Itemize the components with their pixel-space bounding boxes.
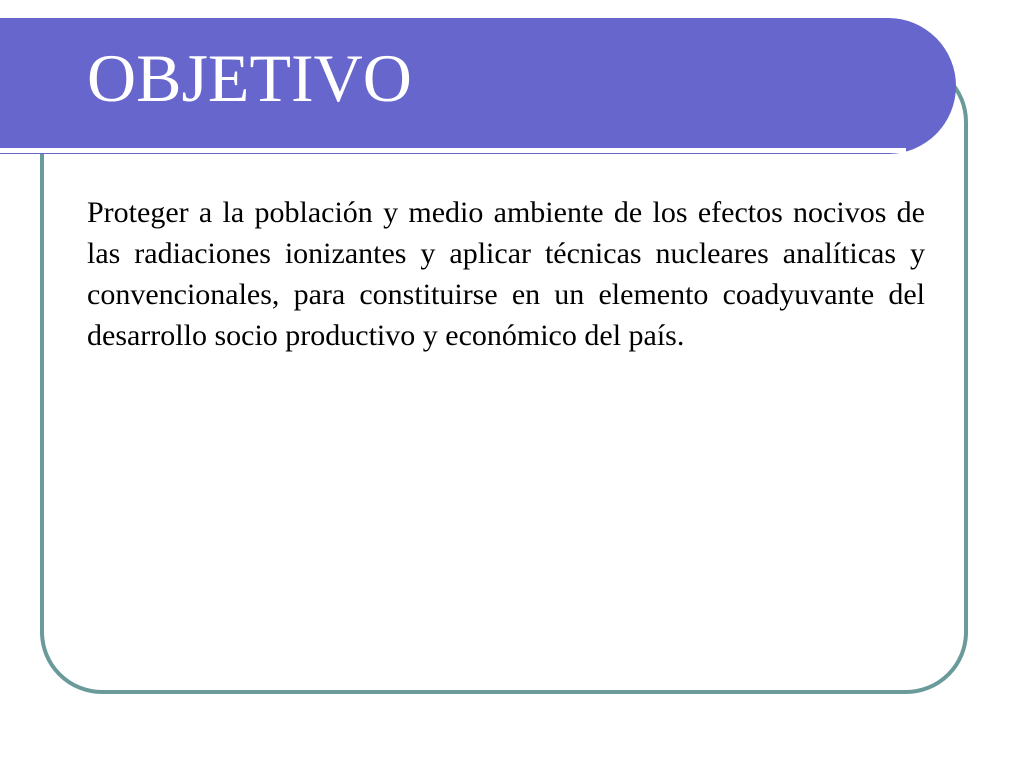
slide-title: OBJETIVO — [87, 40, 412, 116]
slide-body-text: Proteger a la población y medio ambiente de los efectos nocivos de las radiaciones ionizantes y aplicar técnicas nucleares analíticas y convencionales, para constituirse en un elemento coadyuvante del desarrollo socio productivo y económico del país. — [87, 196, 925, 352]
title-underline — [0, 148, 906, 153]
content-frame — [40, 60, 968, 694]
